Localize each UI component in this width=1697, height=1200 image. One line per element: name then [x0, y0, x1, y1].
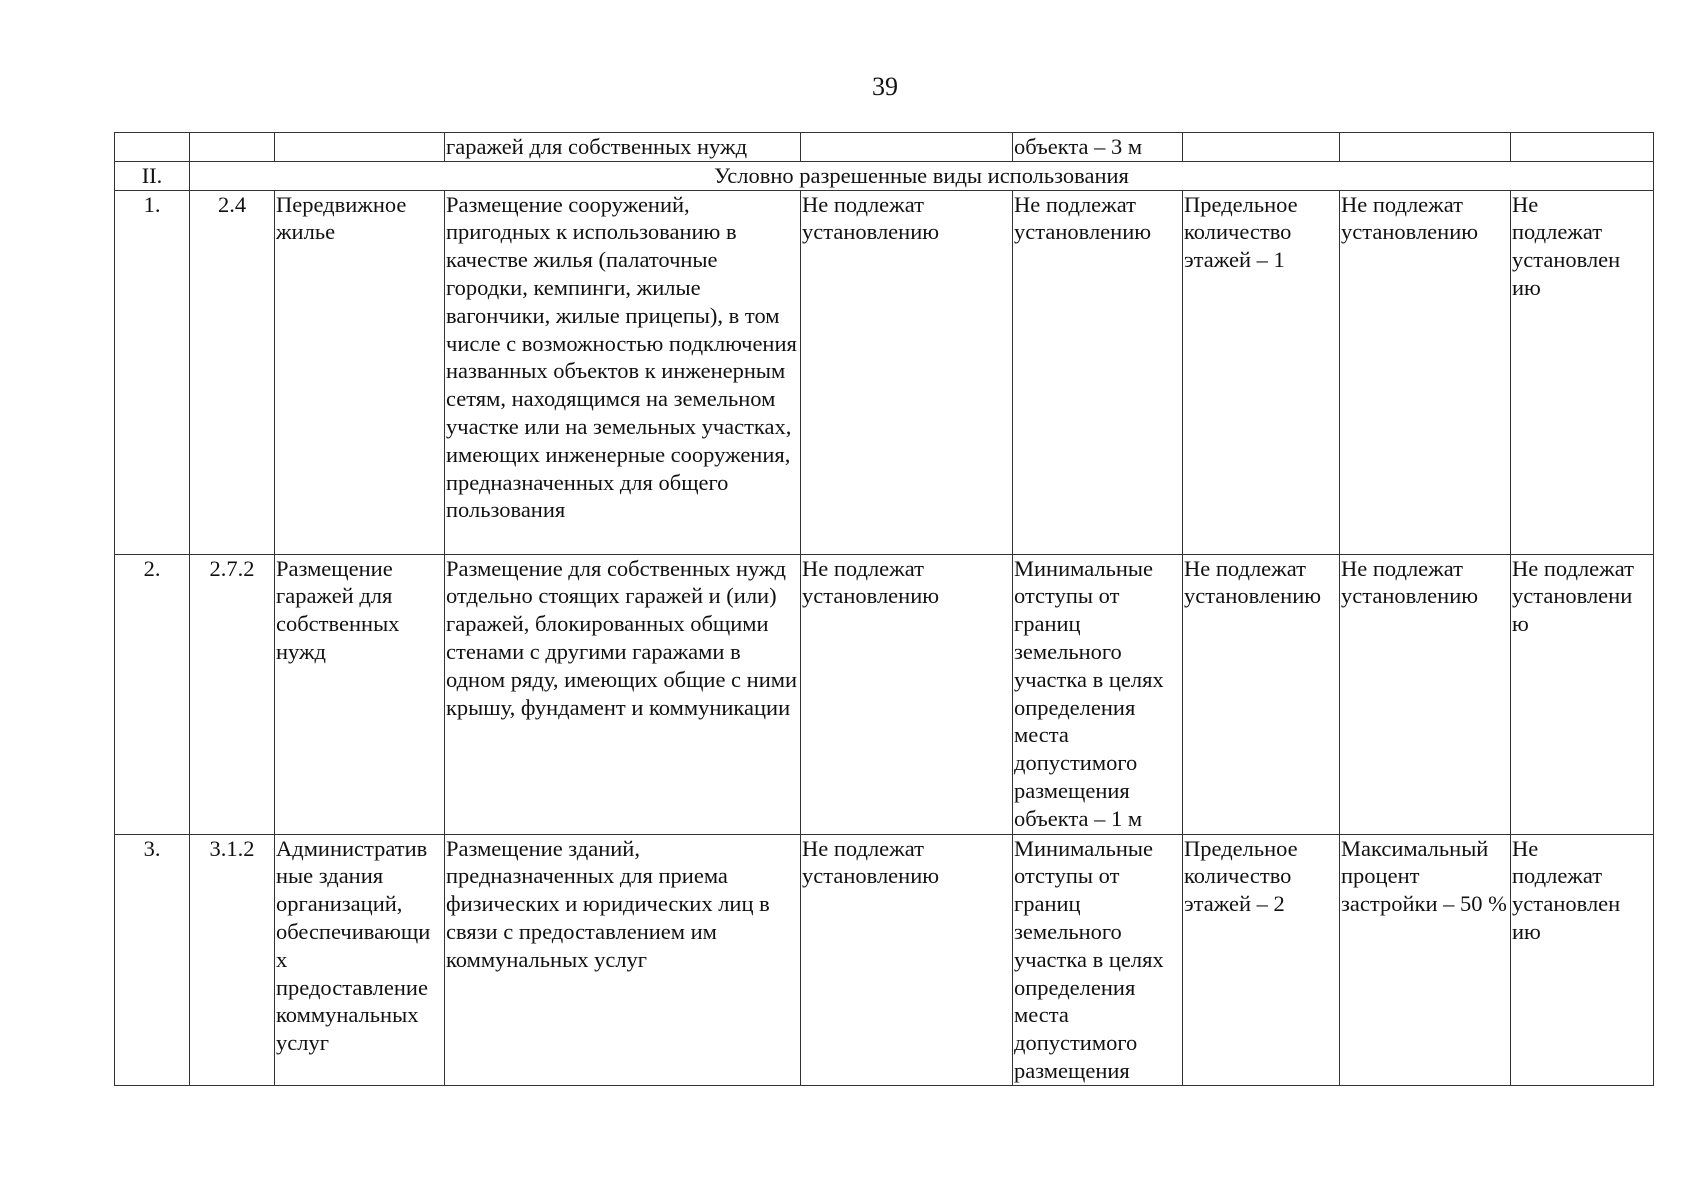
parameter-cell: Предельное количество этажей – 2 — [1183, 834, 1340, 1085]
use-code: 2.7.2 — [190, 554, 275, 834]
parameter-cell: Не подлежат установлению — [801, 190, 1013, 554]
parameter-cell: Не подлежат установлению — [1183, 554, 1340, 834]
use-description: Размещение сооружений, пригодных к использованию в качестве жилья (палаточные городки, кемпинги, жилые вагончики, жилые прицепы), в том числе с возможностью подключения названных объектов к инженерным сетям, находящимся на земельном участке или на земельных участках, имеющих инженерные сооружения, предназначенных для общего пользования — [445, 190, 801, 554]
table-cell — [1340, 133, 1511, 162]
parameter-cell: Не подлежат установлению — [1340, 554, 1511, 834]
parameter-cell: Не подлежат установлению — [1340, 190, 1511, 554]
table-cell — [115, 133, 190, 162]
parameter-cell: Максимальный процент застройки – 50 % — [1340, 834, 1511, 1085]
table-cell: гаражей для собственных нужд — [445, 133, 801, 162]
use-code: 3.1.2 — [190, 834, 275, 1085]
parameter-cell: Не подлежат установлению — [801, 554, 1013, 834]
parameter-cell: Минимальные отступы от границ земельного участка в целях определения места допустимого размещения объекта – 1 м — [1013, 554, 1183, 834]
section-title: Условно разрешенные виды использования — [190, 161, 1654, 190]
section-number: II. — [115, 161, 190, 190]
page-number: 39 — [872, 72, 898, 101]
use-name: Передвижное жилье — [275, 190, 445, 554]
table-cell — [801, 133, 1013, 162]
table-cell — [190, 133, 275, 162]
parameter-cell: Предельное количество этажей – 1 — [1183, 190, 1340, 554]
table-row — [115, 834, 1654, 1085]
continuation-row — [115, 133, 1654, 162]
parameter-cell: Не подлежат установлению — [801, 834, 1013, 1085]
row-number: 1. — [115, 190, 190, 554]
use-name: Размещение гаражей для собственных нужд — [275, 554, 445, 834]
parameter-cell: Не подлежат установлени ю — [1511, 554, 1654, 834]
use-code: 2.4 — [190, 190, 275, 554]
use-name: Административ ные здания организаций, обеспечивающи х предоставление коммунальных услуг — [275, 834, 445, 1085]
table-cell — [1511, 133, 1654, 162]
parameter-cell: Не подлежат установлен ию — [1511, 190, 1654, 554]
table-cell: объекта – 3 м — [1013, 133, 1183, 162]
section-header-row — [115, 161, 1654, 190]
table-row — [115, 554, 1654, 834]
parameter-cell: Минимальные отступы от границ земельного участка в целях определения места допустимого размещения — [1013, 834, 1183, 1085]
row-number: 3. — [115, 834, 190, 1085]
use-description: Размещение для собственных нужд отдельно стоящих гаражей и (или) гаражей, блокированных общими стенами с другими гаражами в одном ряду, имеющих общие с ними крышу, фундамент и коммуникации — [445, 554, 801, 834]
table-cell — [1183, 133, 1340, 162]
use-description: Размещение зданий, предназначенных для приема физических и юридических лиц в связи с предоставлением им коммунальных услуг — [445, 834, 801, 1085]
parameter-cell: Не подлежат установлен ию — [1511, 834, 1654, 1085]
table-cell — [275, 133, 445, 162]
row-number: 2. — [115, 554, 190, 834]
land-use-table — [114, 132, 1654, 1086]
table-row — [115, 190, 1654, 554]
parameter-cell: Не подлежат установлению — [1013, 190, 1183, 554]
